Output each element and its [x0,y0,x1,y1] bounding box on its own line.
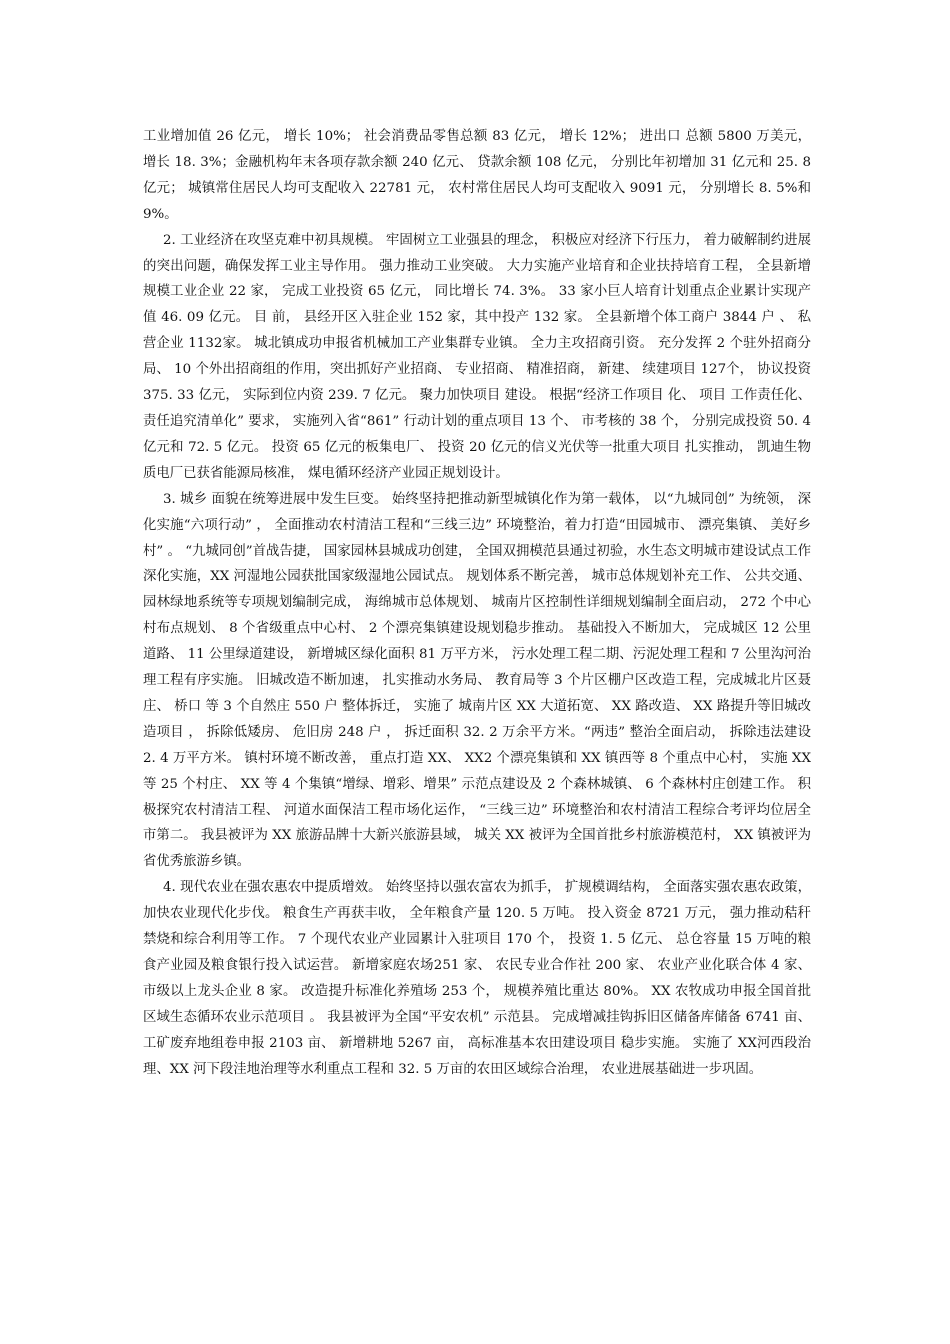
paragraph-urban-rural: 3. 城乡 面貌在统筹进展中发生巨变。 始终坚持把推动新型城镇化作为第一载体， 以“九城同创” 为统领， 深化实施“六项行动” ， 全面推动农村清洁工程和“三线三边” 环境整治，着力打造“田园城市、 漂亮集镇、 美好乡 村” 。 “九城同创”首战告捷， 国家园林县城成功创建， 全国双拥模范县通过初验，水生态文明城市建设试点工作深化实施，XX 河湿地公园获批国家级湿地公园试点。 规划体系不断完善， 城市总体规划补充工作、 公共交通、园林绿地系统等专项规划编制完成， 海绵城市总体规划、 城南片区控制性详细规划编制全面启动， 272 个中心村布点规划、 8 个省级重点中心村、 2 个漂亮集镇建设规划稳步推动。 基础投入不断加大， 完成城区 12 公里道路、 11 公里绿道建设， 新增城区绿化面积 81 万平方米， 污水处理工程二期、污泥处理工程和 7 公里沟河治理工程有序实施。 旧城改造不断加速， 扎实推动水务局、 教育局等 3 个片区棚户区改造工程，完成城北片区聂庄、 桥口 等 3 个自然庄 550 户 整体拆迁， 实施了 城南片区 XX 大道拓宽、 XX 路改造、 XX 路提升等旧城改造项目 ， 拆除低矮房、 危旧房 248 户 ， 拆迁面积 32. 2 万余平方米。“两违” 整治全面启动， 拆除违法建设 2. 4 万平方米。 镇村环境不断改善， 重点打造 XX、 XX2 个漂亮集镇和 XX 镇西等 8 个重点中心村， 实施 XX 等 25 个村庄、 XX 等 4 个集镇“增绿、增彩、增果” 示范点建设及 2 个森林城镇、 6 个森林村庄创建工作。 积极探究农村清洁工程、 河道水面保洁工程市场化运作， “三线三边” 环境整治和农村清洁工程综合考评均位居全市第二。 我县被评为 XX 旅游品牌十大新兴旅游县域， 城关 XX 被评为全国首批乡村旅游模范村， XX 镇被评为省优秀旅游乡镇。 [143,491,811,870]
document-body [143,124,811,1083]
paragraph-economic-summary: 工业增加值 26 亿元， 增长 10%； 社会消费品零售总额 83 亿元， 增长 12%； 进出口 总额 5800 万美元， 增长 18. 3%；金融机构年末各项存款余额 240 亿元、 贷款余额 108 亿元， 分别比年初增加 31 亿元和 25. 8 亿元； 城镇常住居民人均可支配收入 22781 元， 农村常住居民人均可支配收入 9091 元， 分别增长 8. 5%和 9%。 [143,129,811,222]
paragraph-industrial-economy: 2. 工业经济在攻坚克难中初具规模。 牢固树立工业强县的理念， 积极应对经济下行压力， 着力破解制约进展的突出问题，确保发挥工业主导作用。 强力推动工业突破。 大力实施产业培育和企业扶持培育工程， 全县新增规模工业企业 22 家， 完成工业投资 65 亿元， 同比增长 74. 3%。 33 家小巨人培育计划重点企业累计实现产值 46. 09 亿元。 目 前， 县经开区入驻企业 152 家，其中投产 132 家。 全县新增个体工商户 3844 户 、 私营企业 1132家。 城北镇成功申报省机械加工产业集群专业镇。 全力主攻招商引资。 充分发挥 2 个驻外招商分局、 10 个外出招商组的作用，突出抓好产业招商、 专业招商、 精准招商， 新建、 续建项目 127个， 协议投资 375. 33 亿元， 实际到位内资 239. 7 亿元。 聚力加快项目 建设。 根据“经济工作项目 化、 项目 工作责任化、 责任追究清单化” 要求， 实施列入省“861” 行动计划的重点项目 13 个、 市考核的 38 个， 分别完成投资 50. 4 亿元和 72. 5 亿元。 投资 65 亿元的板集电厂、 投资 20 亿元的信义光伏等一批重大项目 扎实推动， 凯迪生物质电厂已获省能源局核准， 煤电循环经济产业园正规划设计。 [143,232,811,481]
paragraph-modern-agriculture: 4. 现代农业在强农惠农中提质增效。 始终坚持以强农富农为抓手， 扩规模调结构， 全面落实强农惠农政策， 加快农业现代化步伐。 粮食生产再获丰收， 全年粮食产量 120. 5 万吨。 投入资金 8721 万元， 强力推动秸秆禁烧和综合利用等工作。 7 个现代农业产业园累计入驻项目 170 个， 投资 1. 5 亿元、 总仓容量 15 万吨的粮食产业园及粮食银行投入试运营。 新增家庭农场251 家、 农民专业合作社 200 家、 农业产业化联合体 4 家、 市级以上龙头企业 8 家。 改造提升标准化养殖场 253 个， 规模养殖比重达 80%。 XX 农牧成功申报全国首批区域生态循环农业示范项目 。 我县被评为全国“平安农机” 示范县。 完成增减挂钩拆旧区储备库储备 6741 亩、 工矿废弃地组卷申报 2103 亩、 新增耕地 5267 亩， 高标准基本农田建设项目 稳步实施。 实施了 XX河西段治理、XX 河下段洼地治理等水利重点工程和 32. 5 万亩的农田区域综合治理， 农业进展基础进一步巩固。 [143,880,811,1077]
